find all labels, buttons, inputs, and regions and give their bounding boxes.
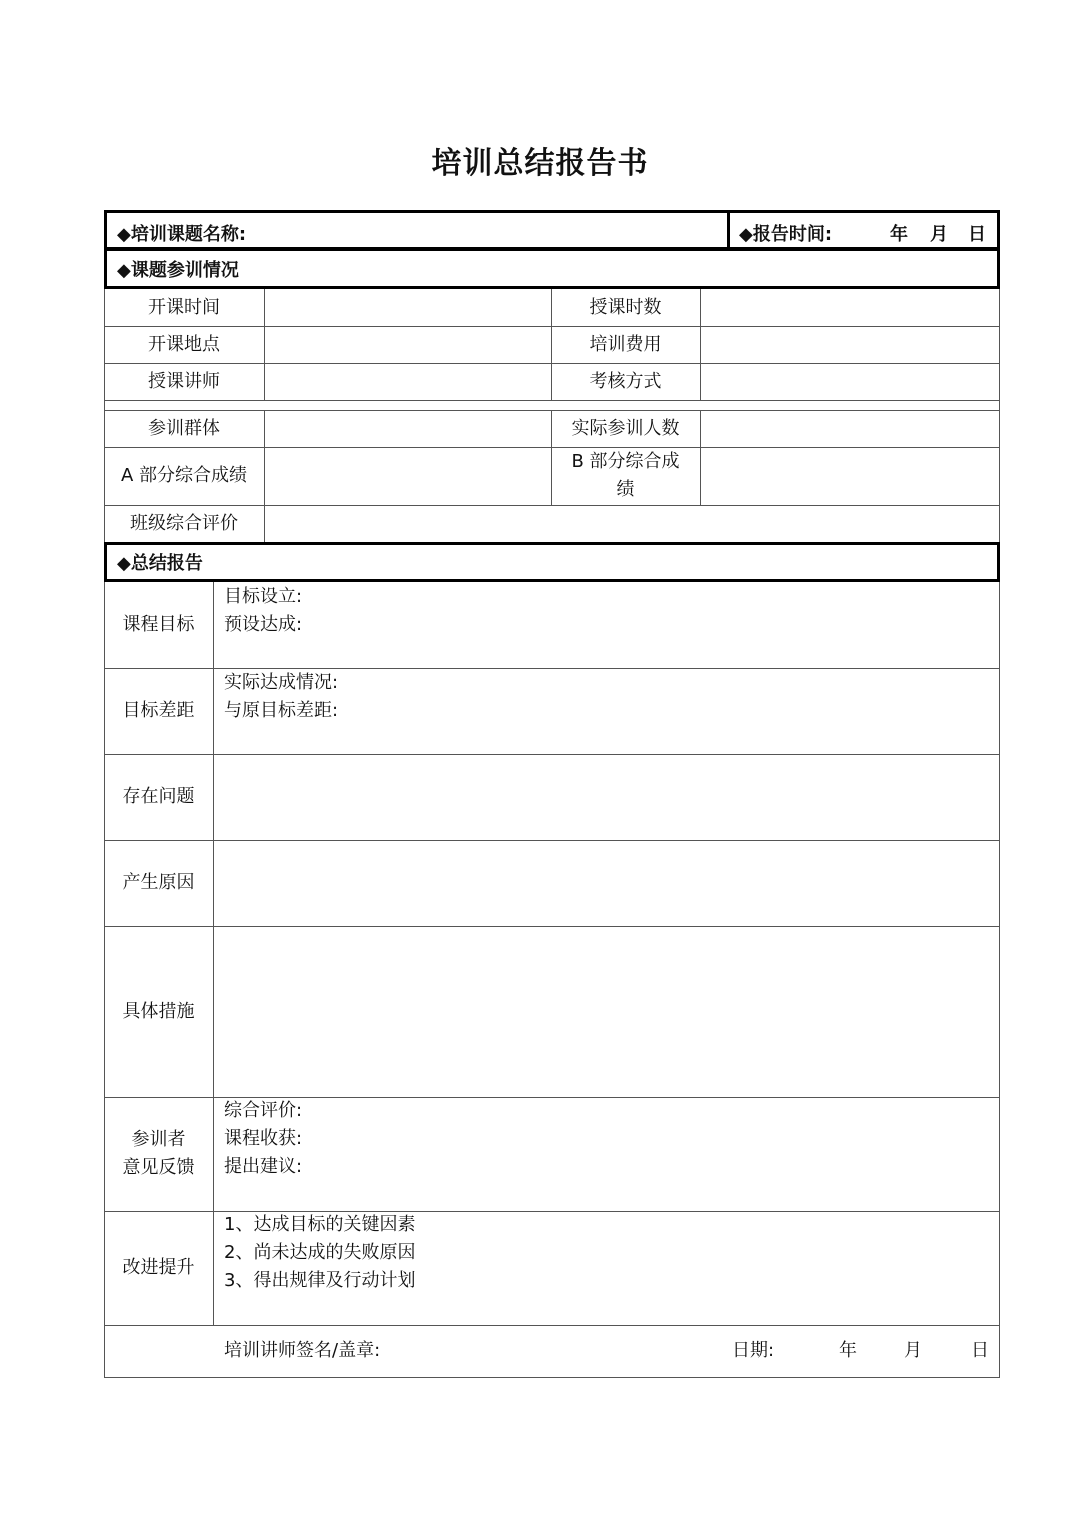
grid-row-line [104,754,1000,755]
note-line: 1、达成目标的关键因素 [224,1214,416,1235]
label-feedback-line2: 意见反馈 [122,1157,195,1178]
report-time-label: ◆报告时间: [739,224,833,245]
improvement-notes [224,1211,415,1295]
section-participation-title: ◆课题参训情况 [104,248,1000,289]
feedback-notes [224,1097,302,1181]
grid-col1b [264,410,265,543]
goal-gap-notes [224,669,338,725]
footer-month: 月 [904,1340,922,1361]
topic-label: ◆培训课题名称: [117,224,247,245]
report-day: 日 [968,224,986,245]
note-line: 实际达成情况: [224,672,339,693]
report-month: 月 [930,224,948,245]
grid-col1 [264,289,265,400]
label-teaching-hours: 授课时数 [589,296,662,318]
note-line: 提出建议: [224,1156,303,1177]
label-score-b [551,447,700,505]
header-bar [104,210,1000,250]
label-location: 开课地点 [148,333,220,355]
footer-year: 年 [839,1340,857,1361]
note-line: 预设达成: [224,614,303,635]
note-line: 与原目标差距: [224,700,339,721]
grid-row-line [104,400,1000,401]
label-problems: 存在问题 [122,786,195,807]
note-line: 目标设立: [224,586,303,607]
label-feedback [104,1097,213,1211]
grid-right-border [999,582,1000,1378]
grid-row-line [104,840,1000,841]
grid-col3b [700,410,701,505]
label-training-cost: 培训费用 [589,333,662,355]
label-assessment: 考核方式 [589,370,662,392]
signature-label: 培训讲师签名/盖章: [224,1340,381,1361]
label-improvement: 改进提升 [122,1257,195,1278]
header-divider [727,213,730,247]
label-score-b-line2: 绩 [616,479,635,500]
grid-col3 [700,289,701,400]
note-line: 课程收获: [224,1128,303,1149]
label-feedback-line1: 参训者 [131,1129,186,1150]
page-title: 培训总结报告书 [431,146,649,181]
note-line: 综合评价: [224,1100,303,1121]
label-score-a: A 部分综合成绩 [120,465,248,486]
label-instructor: 授课讲师 [148,370,220,392]
grid-bottom-border [104,1377,1000,1378]
grid-row-line [104,1325,1000,1326]
label-group: 参训群体 [148,417,220,439]
section-summary-title: ◆总结报告 [104,542,1000,582]
label-goal-gap: 目标差距 [122,700,195,721]
report-year: 年 [890,224,908,245]
label-causes: 产生原因 [122,872,195,893]
footer-date-label: 日期: [732,1340,775,1361]
course-goal-notes [224,583,302,639]
label-course-goal: 课程目标 [122,614,195,635]
footer-day: 日 [971,1340,989,1361]
label-class-eval: 班级综合评价 [130,513,238,534]
label-start-time: 开课时间 [148,296,220,318]
label-actual-count: 实际参训人数 [571,417,680,439]
grid-label-col [213,582,214,1325]
note-line: 3、得出规律及行动计划 [224,1270,416,1291]
grid-row-line [104,926,1000,927]
label-score-b-line1: B 部分综合成 [571,451,680,472]
note-line: 2、尚未达成的失败原因 [224,1242,416,1263]
label-measures: 具体措施 [122,1000,195,1022]
